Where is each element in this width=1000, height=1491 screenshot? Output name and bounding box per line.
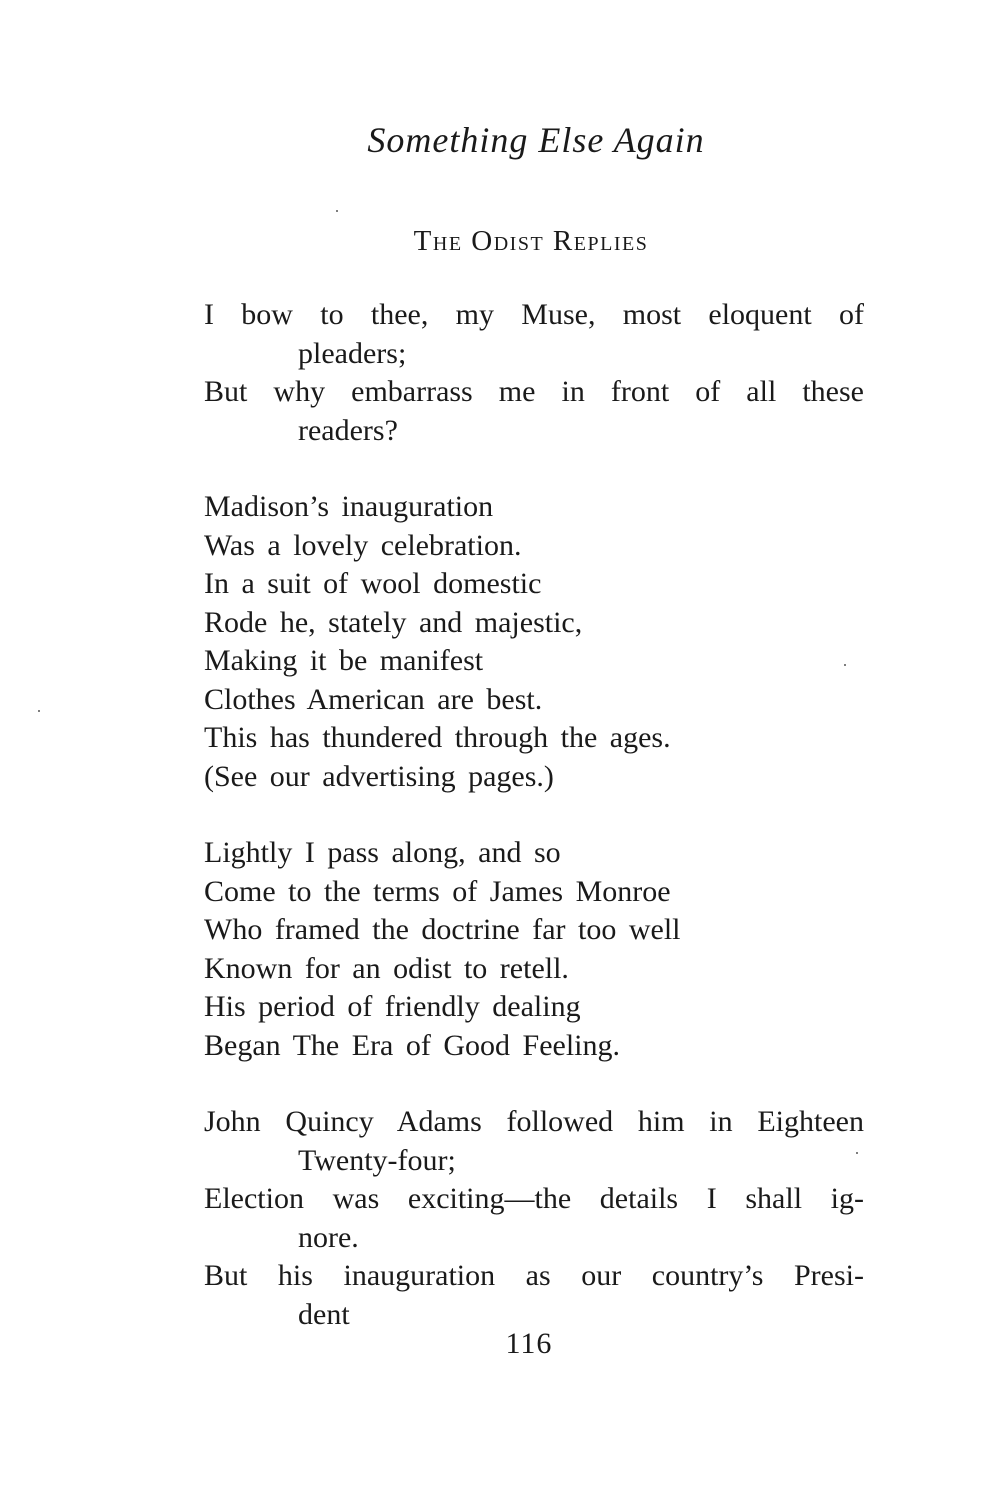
poem-line: John Quincy Adams followed him in Eighteen [204, 1105, 864, 1138]
poem-line: But why embarrass me in front of all these [204, 375, 864, 408]
print-speck [844, 664, 846, 666]
poem-line: (See our advertising pages.) [204, 759, 554, 793]
page-number: 116 [505, 1327, 553, 1360]
poem-line: His period of friendly dealing [204, 990, 581, 1023]
stanza [204, 834, 864, 1065]
poem-line: Known for an odist to retell. [204, 951, 569, 985]
poem-body [204, 296, 864, 1372]
poem-line: Was a lovely celebration. [204, 528, 522, 562]
poem-line: Making it be manifest [204, 644, 484, 677]
poem-line: But his inauguration as our country’s Presi- [204, 1259, 864, 1292]
stanza [204, 296, 864, 450]
poem-line-turnover: Twenty-four; [298, 1143, 456, 1177]
poem-title: The Odist Replies [413, 225, 649, 257]
poem-line: Rode he, stately and majestic, [204, 605, 583, 639]
poem-line: I bow to thee, my Muse, most eloquent of [204, 298, 864, 331]
print-speck [336, 210, 338, 212]
poem-line-turnover: dent [298, 1297, 350, 1331]
poem-line: Madison’s inauguration [204, 490, 494, 523]
stanza [204, 488, 864, 796]
poem-line: Come to the terms of James Monroe [204, 874, 671, 908]
poem-line: Who framed the doctrine far too well [204, 913, 681, 946]
poem-line: Clothes American are best. [204, 682, 543, 716]
poem-line: This has thundered through the ages. [204, 721, 671, 754]
poem-line-turnover: pleaders; [298, 336, 407, 370]
print-speck [38, 710, 40, 712]
poem-line: Began The Era of Good Feeling. [204, 1028, 621, 1062]
poem-line-turnover: nore. [298, 1220, 359, 1254]
poem-line-turnover: readers? [298, 413, 398, 447]
poem-line: In a suit of wool domestic [204, 567, 542, 600]
poem-line: Lightly I pass along, and so [204, 836, 561, 869]
poem-line: Election was exciting—the details I shall ig- [204, 1182, 864, 1215]
running-head: Something Else Again [367, 120, 705, 160]
print-speck [856, 1152, 858, 1154]
stanza [204, 1103, 864, 1334]
